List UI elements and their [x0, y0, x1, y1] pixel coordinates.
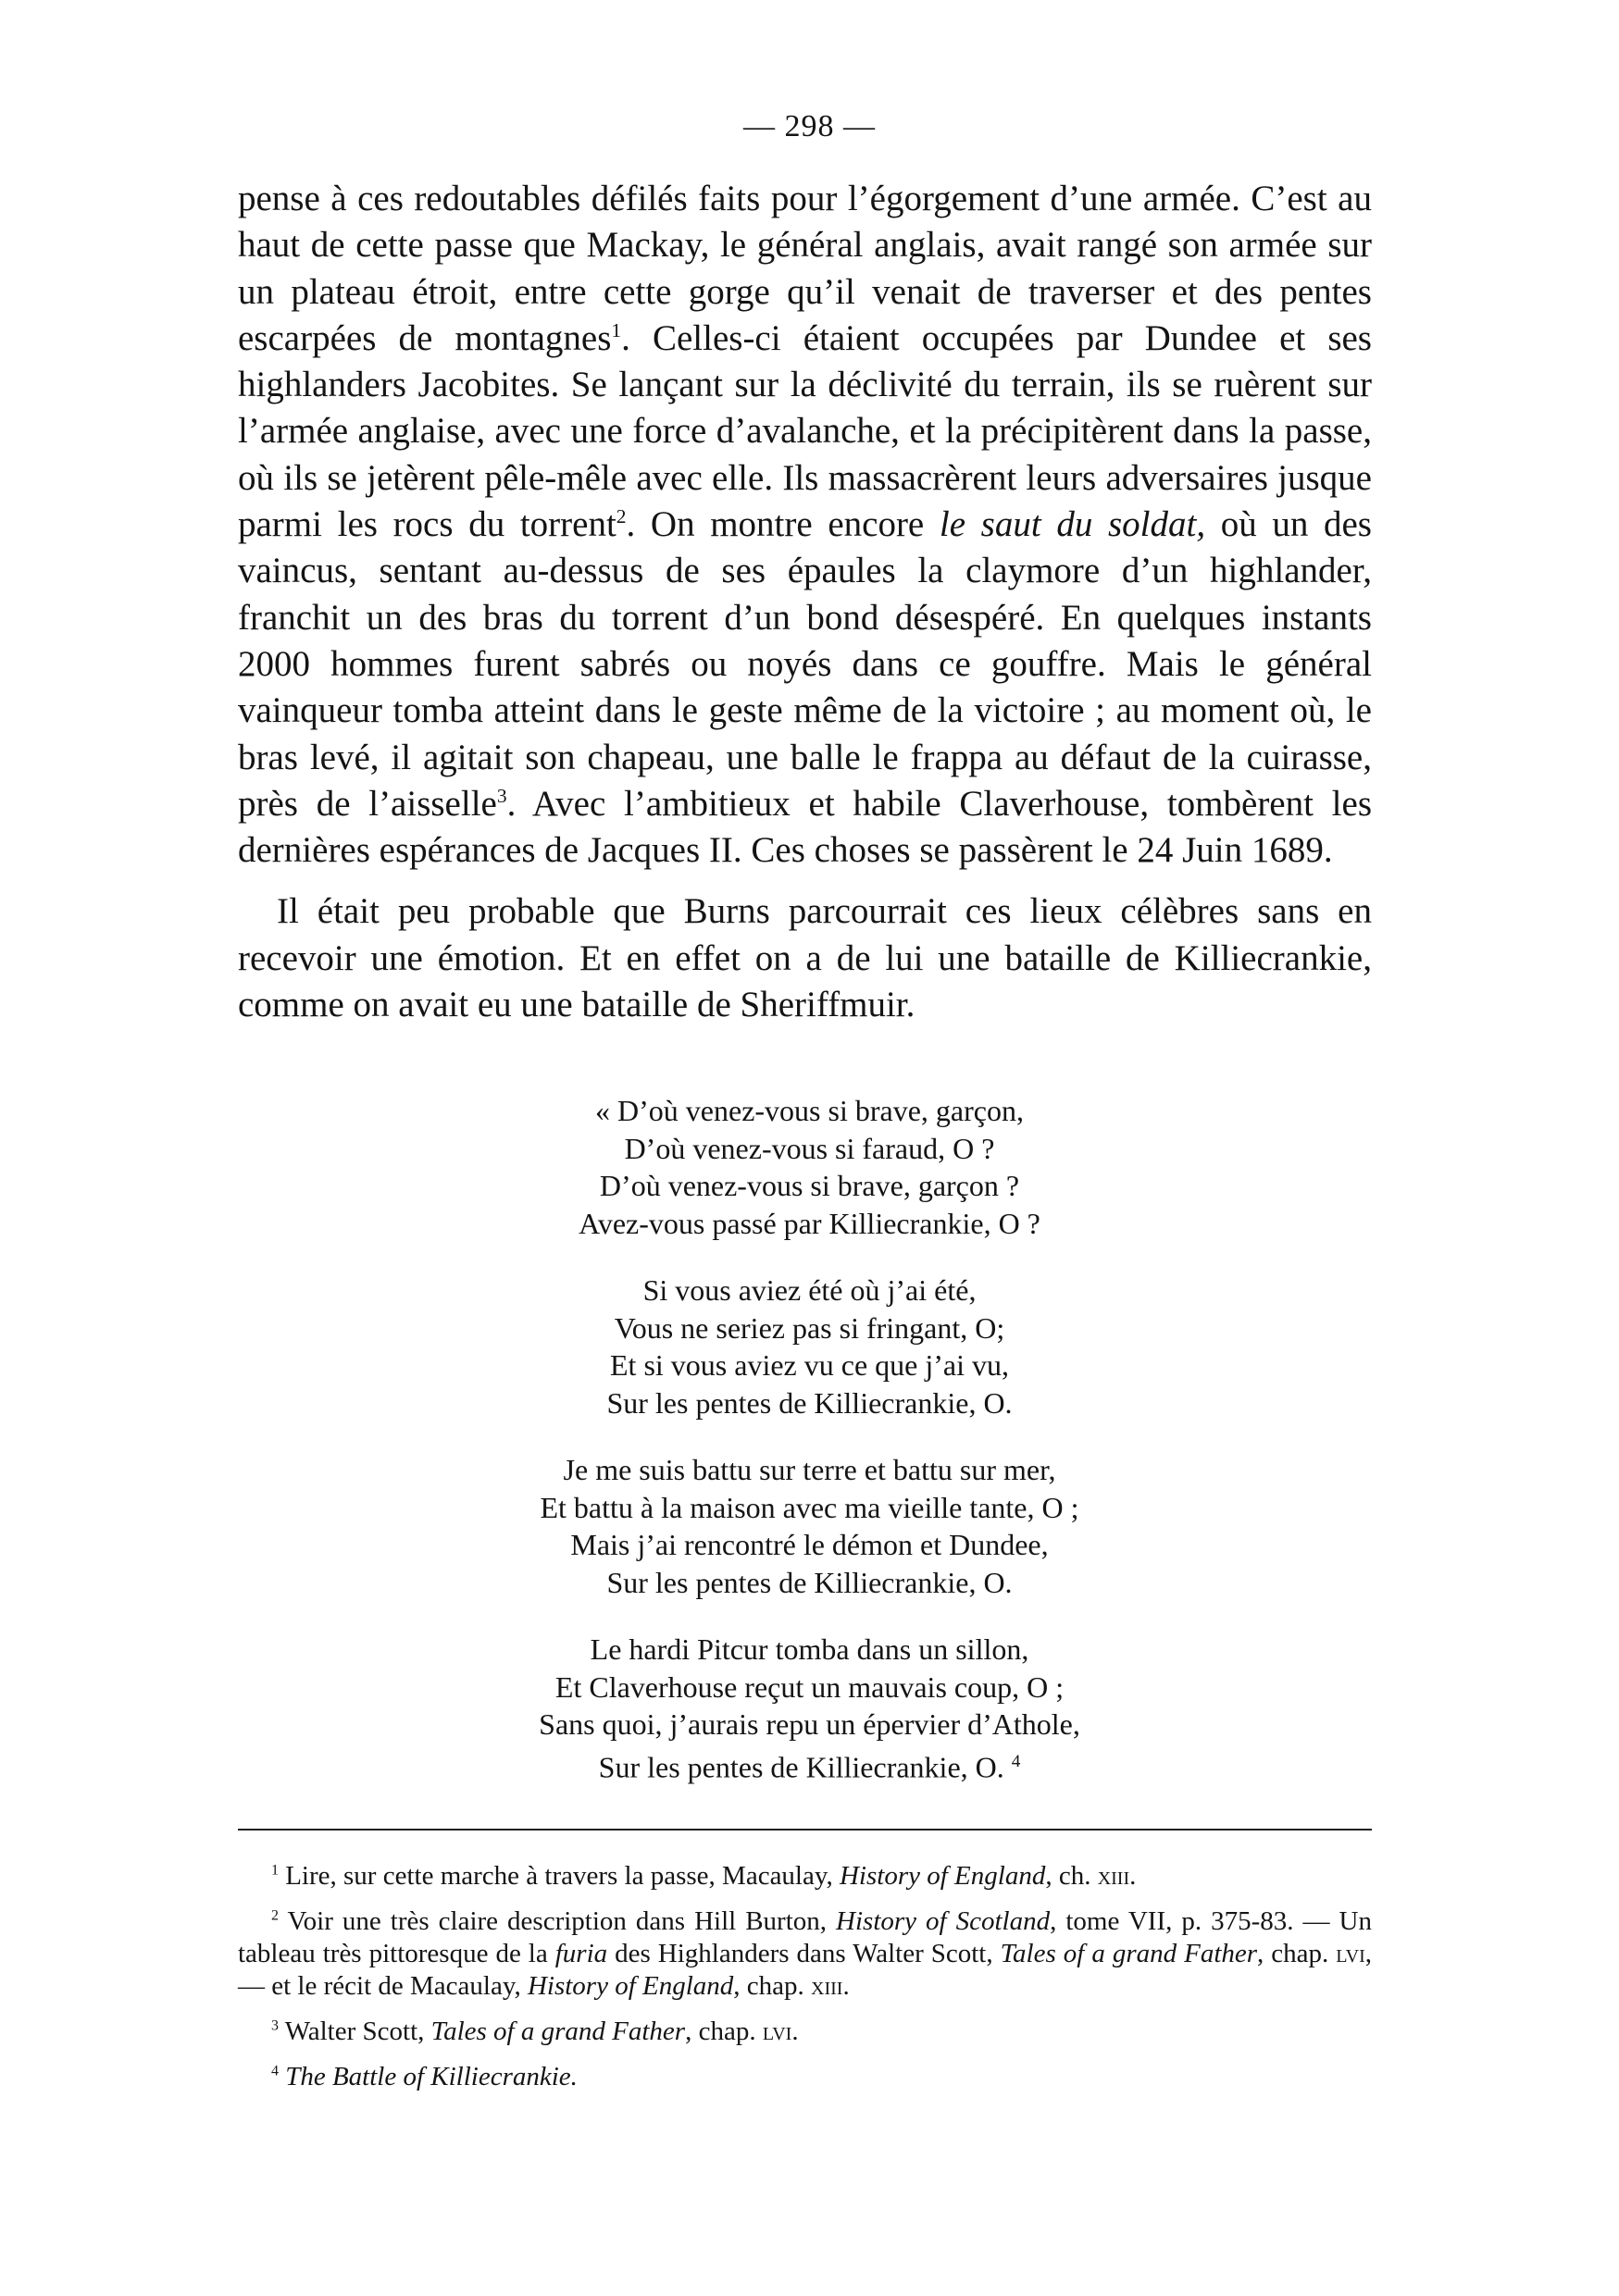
poem-line: Mais j’ai rencontré le démon et Dundee, — [570, 1528, 1049, 1561]
poem-line: Sans quoi, j’aurais repu un épervier d’Athole, — [539, 1707, 1080, 1741]
page-number: — 298 — — [743, 109, 876, 143]
poem-line: Je me suis battu sur terre et battu sur mer, — [563, 1453, 1056, 1486]
poem-line: Si vous aviez été où j’ai été, — [642, 1273, 977, 1307]
poem-line: D’où venez-vous si faraud, O ? — [624, 1131, 995, 1165]
poem-line: Et battu à la maison avec ma vieille tante, O ; — [540, 1490, 1079, 1524]
poem-line: Et si vous aviez vu ce que j’ai vu, — [610, 1348, 1009, 1382]
poem-line: Avez-vous passé par Killiecrankie, O ? — [579, 1206, 1040, 1240]
poem-line: Sur les pentes de Killiecrankie, O. — [606, 1385, 1013, 1420]
poem-line: Vous ne seriez pas si fringant, O; — [614, 1310, 1005, 1345]
stanza-4 — [0, 1631, 1619, 1786]
footnotes — [238, 1860, 1372, 2106]
footnote-1: $^1$ Lire, sur cette marche à travers la passe, Macaulay, History of England, ch. xiii. — [271, 1861, 1137, 1891]
stanza-2 — [0, 1272, 1619, 1421]
footnote-4: $^4$ The Battle of Killiecrankie. — [271, 2062, 578, 2091]
poem-line: D’où venez-vous si brave, garçon ? — [599, 1169, 1020, 1202]
footnote-ref-3[interactable]: 3 — [496, 784, 507, 807]
footnote-2: $^2$ Voir une très claire description dans Hill Burton, History of Scotland, tome VII, p. 375-83. — Un tableau très pittoresque de la furia des Highlanders dans Walter Scott, Tales of a grand Father, chap. lvi, — et le récit de Macaulay, History of England, chap. xiii. — [238, 1906, 1372, 2001]
footnote-ref-1[interactable]: 1 — [611, 318, 622, 341]
paragraph-2: Il était peu probable que Burns parcourrait ces lieux célèbres sans en recevoir une émotion. Et en effet on a de lui une bataille de Killiecrankie, comme on avait eu une bataille de Sheriffmuir. — [238, 891, 1372, 1025]
poem-line: Sur les pentes de Killiecrankie, O. $^4$ — [598, 1750, 1021, 1784]
italic-phrase: le saut du soldat, — [939, 504, 1206, 545]
stanza-1 — [0, 1092, 1619, 1242]
poem-line: Le hardi Pitcur tomba dans un sillon, — [590, 1632, 1029, 1666]
poem-line: Sur les pentes de Killiecrankie, O. — [606, 1565, 1013, 1599]
main-text — [238, 176, 1372, 1028]
footnote-3: $^3$ Walter Scott, Tales of a grand Father, chap. lvi. — [271, 2017, 799, 2046]
footnote-ref-4[interactable]: 4 — [1011, 1751, 1021, 1771]
paragraph-1: pense à ces redoutables défilés faits pour l’égorgement d’une armée. C’est au haut de cette passe que Mackay, le général anglais, avait rangé son armée sur un plateau étroit, entre cette gorge qu’il venait de traverser et des pentes escarpées de montagnes$^1$. Celles-ci étaient occupées par Dundee et ses highlanders Jacobites. Se lançant sur la déclivité du terrain, ils se ruèrent sur l’armée anglaise, avec une force d’avalanche, et la précipitèrent dans la passe, où ils se jetèrent pêle-mêle avec elle. Ils massacrèrent leurs adversaires jusque parmi les rocs du torrent$^2$. On montre encore le saut du soldat, où un des vaincus, sentant au-dessus de ses épaules la claymore d’un highlander, franchit un des bras du torrent d’un bond désespéré. En quelques instants 2000 hommes furent sabrés ou noyés dans ce gouffre. Mais le général vainqueur tomba atteint dans le geste même de la victoire ; au moment où, le bras levé, il agitait son chapeau, une balle le frappa au défaut de la cuirasse, près de l’aisselle$^3$. Avec l’ambitieux et habile Claverhouse, tombèrent les dernières espérances de Jacques II. Ces choses se passèrent le 24 Juin 1689. — [238, 179, 1372, 871]
stanza-3 — [0, 1451, 1619, 1601]
poem-line: Et Claverhouse reçut un mauvais coup, O ; — [554, 1669, 1065, 1704]
poem-line: « D’où venez-vous si brave, garçon, — [595, 1094, 1024, 1127]
footnote-divider — [238, 1829, 1372, 1831]
poem — [0, 1092, 1619, 1816]
footnote-ref-2[interactable]: 2 — [616, 505, 627, 528]
